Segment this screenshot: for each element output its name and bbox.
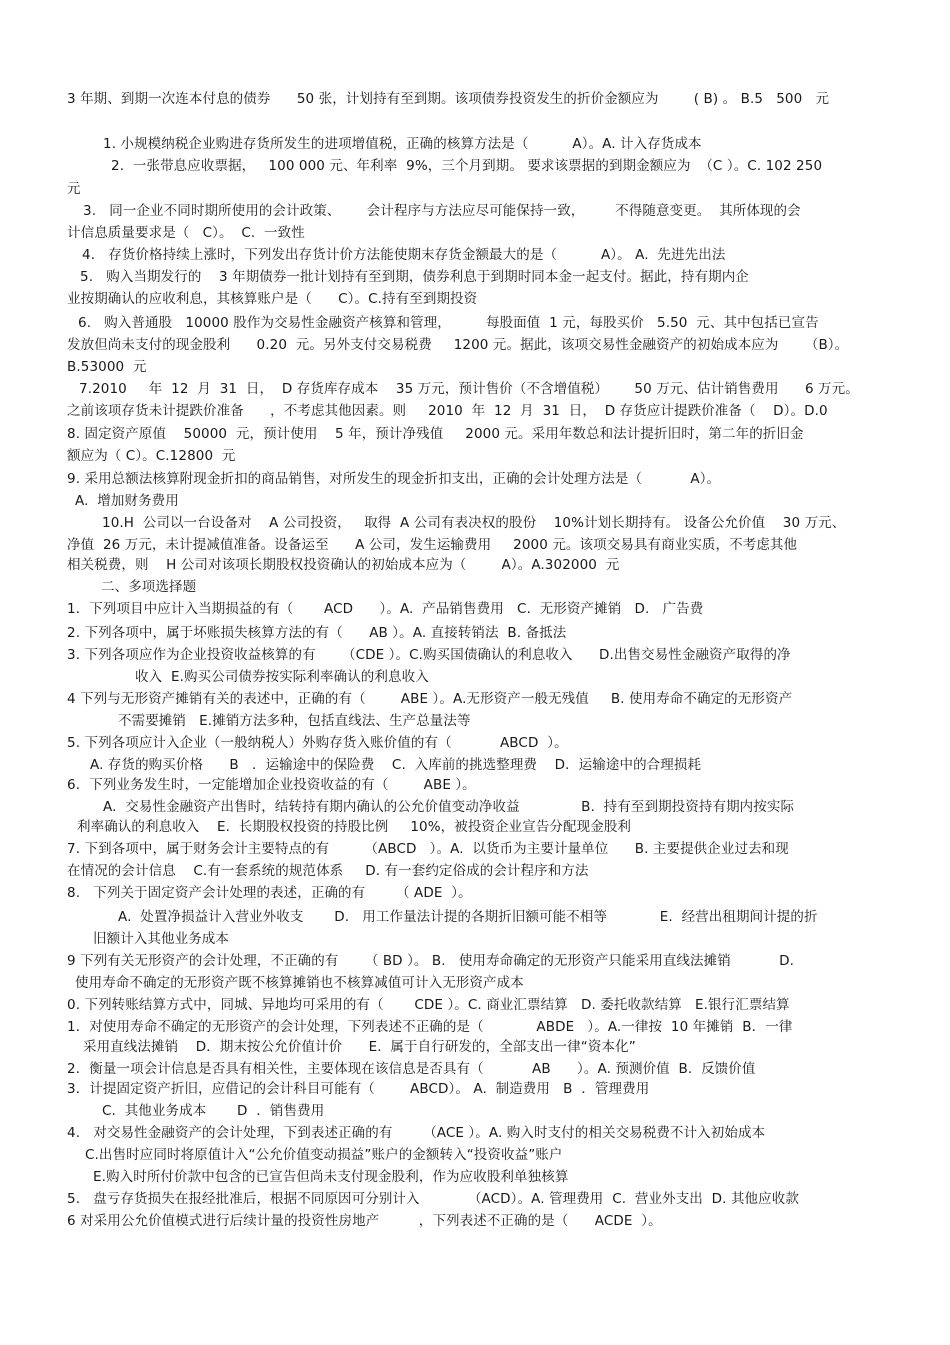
text-line: 发放但尚未支付的现金股利 0.20 元。另外支付交易税费 1200 元。据此，该项交易性金融资产的初始成本应为 （B）。 — [67, 337, 849, 353]
text-line: 9 下列有关无形资产的会计处理，不正确的有 （ BD ）。 B. 使用寿命确定的无形资产只能采用直线法摊销 D. — [67, 953, 795, 969]
text-line: 4 下列与无形资产摊销有关的表述中，正确的有（ ABE ）。A.无形资产一般无残值 B. 使用寿命不确定的无形资产 — [67, 691, 793, 707]
text-line: 1. 小规模纳税企业购进存货所发生的进项增值税，正确的核算方法是（ A）。A. 计入存货成本 — [103, 136, 702, 152]
text-line: 额应为（ C）。C.12800 元 — [67, 448, 236, 464]
text-line: A. 增加财务费用 — [75, 493, 179, 509]
text-line: C. 其他业务成本 D ．销售费用 — [102, 1103, 325, 1119]
text-line: 10.H 公司以一台设备对 A 公司投资， 取得 A 公司有表决权的股份 10%计划长期持有。 设备公允价值 30 万元、 — [102, 515, 846, 531]
text-line: 3 年期、到期一次连本付息的债券 50 张，计划持有至到期。该项债券投资发生的折价金额应为 ( B) 。 B.5 500 元 — [67, 91, 830, 107]
text-line: 8. 下列关于固定资产会计处理的表述，正确的有 （ ADE ）。 — [67, 885, 472, 901]
text-line: 利率确认的利息收入 E. 长期股权投资的持股比例 10%，被投资企业宣告分配现金股利 — [77, 819, 632, 835]
text-line: 业按期确认的应收利息，其核算账户是（ C）。C.持有至到期投资 — [67, 291, 478, 307]
text-line: 元 — [67, 181, 81, 197]
text-line: 0. 下列转账结算方式中，同城、异地均可采用的有（ CDE ）。C. 商业汇票结算 D. 委托收款结算 E.银行汇票结算 — [67, 997, 790, 1013]
text-line: 计信息质量要求是（ C）。 C. 一致性 — [67, 225, 305, 241]
text-line: 采用直线法摊销 D．期末按公允价值计价 E. 属于自行研发的，全部支出一律“资本化” — [83, 1039, 636, 1055]
text-line: A. 存货的购买价格 B ．运输途中的保险费 C. 入库前的挑选整理费 D．运输途中的合理损耗 — [90, 757, 702, 773]
text-line: 7. 下到各项中，属于财务会计主要特点的有 （ABCD ）。A. 以货币为主要计量单位 B. 主要提供企业过去和现 — [67, 841, 789, 857]
text-line: 8. 固定资产原值 50000 元，预计使用 5 年，预计净残值 2000 元。采用年数总和法计提折旧时，第二年的折旧金 — [67, 426, 804, 442]
text-line: 不需要摊销 E.摊销方法多种，包括直线法、生产总量法等 — [118, 713, 471, 729]
text-line: 9. 采用总额法核算附现金折扣的商品销售，对所发生的现金折扣支出，正确的会计处理方法是（ A）。 — [67, 471, 721, 487]
text-line: 3. 下列各项应作为企业投资收益核算的有 （CDE ）。C.购买国债确认的利息收入 D.出售交易性金融资产取得的净 — [67, 647, 791, 663]
section-heading: 二、多项选择题 — [101, 579, 197, 595]
text-line: 2. 一张带息应收票据， 100 000 元、年利率 9%，三个月到期。 要求该票据的到期金额应为 （C ）。C. 102 250 — [111, 158, 823, 174]
text-line: A. 处置净损益计入营业外收支 D. 用工作量法计提的各期折旧额可能不相等 E. 经营出租期间计提的折 — [118, 909, 818, 925]
text-line: 3．计提固定资产折旧，应借记的会计科目可能有（ ABCD）。 A. 制造费用 B ．管理费用 — [67, 1081, 650, 1097]
text-line: 6 对采用公允价值模式进行后续计量的投资性房地产 ，下列表述不正确的是（ ACDE ）。 — [67, 1213, 662, 1229]
text-line: 2．衡量一项会计信息是否具有相关性，主要体现在该信息是否具有（ AB ）。A. 预测价值 B. 反馈价值 — [67, 1061, 756, 1077]
text-line: 6. 购入普通股 10000 股作为交易性金融资产核算和管理， 每股面值 1 元，每股买价 5.50 元、其中包括已宣告 — [78, 315, 819, 331]
text-line: C.出售时应同时将原值计入“公允价值变动损益”账户的金额转入“投资收益”账户 — [85, 1147, 563, 1163]
text-line: 收入 E.购买公司债券按实际利率确认的利息收入 — [135, 669, 429, 685]
text-line: 1．对使用寿命不确定的无形资产的会计处理，下列表述不正确的是（ ABDE ）。A.一律按 10 年摊销 B．一律 — [67, 1019, 793, 1035]
text-line: 5. 下列各项应计入企业（一般纳税人）外购存货入账价值的有（ ABCD ）。 — [67, 735, 568, 751]
text-line: 1．下列项目中应计入当期损益的有（ ACD ）。A. 产品销售费用 C. 无形资产摊销 D. 广告费 — [67, 601, 704, 617]
text-line: 之前该项存货未计提跌价准备 ，不考虑其他因素。则 2010 年 12 月 31 日， D 存货应计提跌价准备（ D）。D.0 — [67, 403, 828, 419]
text-line: 5. 盘亏存货损失在报经批准后，根据不同原因可分别计入 （ACD）。A. 管理费用 C. 营业外支出 D. 其他应收款 — [67, 1191, 799, 1207]
text-line: 4. 对交易性金融资产的会计处理，下到表述正确的有 （ACE ）。A. 购入时支付的相关交易税费不计入初始成本 — [67, 1125, 766, 1141]
text-line: 6．下列业务发生时，一定能增加企业投资收益的有（ ABE ）。 — [67, 777, 476, 793]
text-line: 3. 同一企业不同时期所使用的会计政策、 会计程序与方法应尽可能保持一致， 不得随意变更。 其所体现的会 — [83, 203, 801, 219]
text-line: A. 交易性金融资产出售时，结转持有期内确认的公允价值变动净收益 B. 持有至到期投资持有期内按实际 — [103, 799, 795, 815]
text-line: 使用寿命不确定的无形资产既不核算摊销也不核算减值可计入无形资产成本 — [75, 975, 524, 991]
text-line: 相关税费，则 H 公司对该项长期股权投资确认的初始成本应为（ A）。A.302000 元 — [67, 557, 620, 573]
text-line: 5. 购入当期发行的 3 年期债券一批计划持有至到期，债券利息于到期时同本金一起支付。据此，持有期内企 — [80, 269, 749, 285]
text-line: 7.2010 年 12 月 31 日， D 存货库存成本 35 万元，预计售价（不含增值税） 50 万元、估计销售费用 6 万元。 — [79, 381, 859, 397]
text-line: 2. 下列各项中，属于坏账损失核算方法的有（ AB ）。A. 直接转销法 B. 备抵法 — [67, 625, 567, 641]
text-line: B.53000 元 — [67, 359, 147, 375]
text-line: 4. 存货价格持续上涨时，下列发出存货计价方法能使期末存货金额最大的是（ A）。 A. 先进先出法 — [82, 247, 726, 263]
text-line: E.购入时所付价款中包含的已宣告但尚未支付现金股利，作为应收股利单独核算 — [93, 1169, 569, 1185]
text-line: 净值 26 万元，未计提减值准备。设备运至 A 公司，发生运输费用 2000 元。该项交易具有商业实质，不考虑其他 — [67, 537, 798, 553]
text-line: 在情况的会计信息 C.有一套系统的规范体系 D. 有一套约定俗成的会计程序和方法 — [67, 863, 589, 879]
text-line: 旧额计入其他业务成本 — [93, 931, 229, 947]
